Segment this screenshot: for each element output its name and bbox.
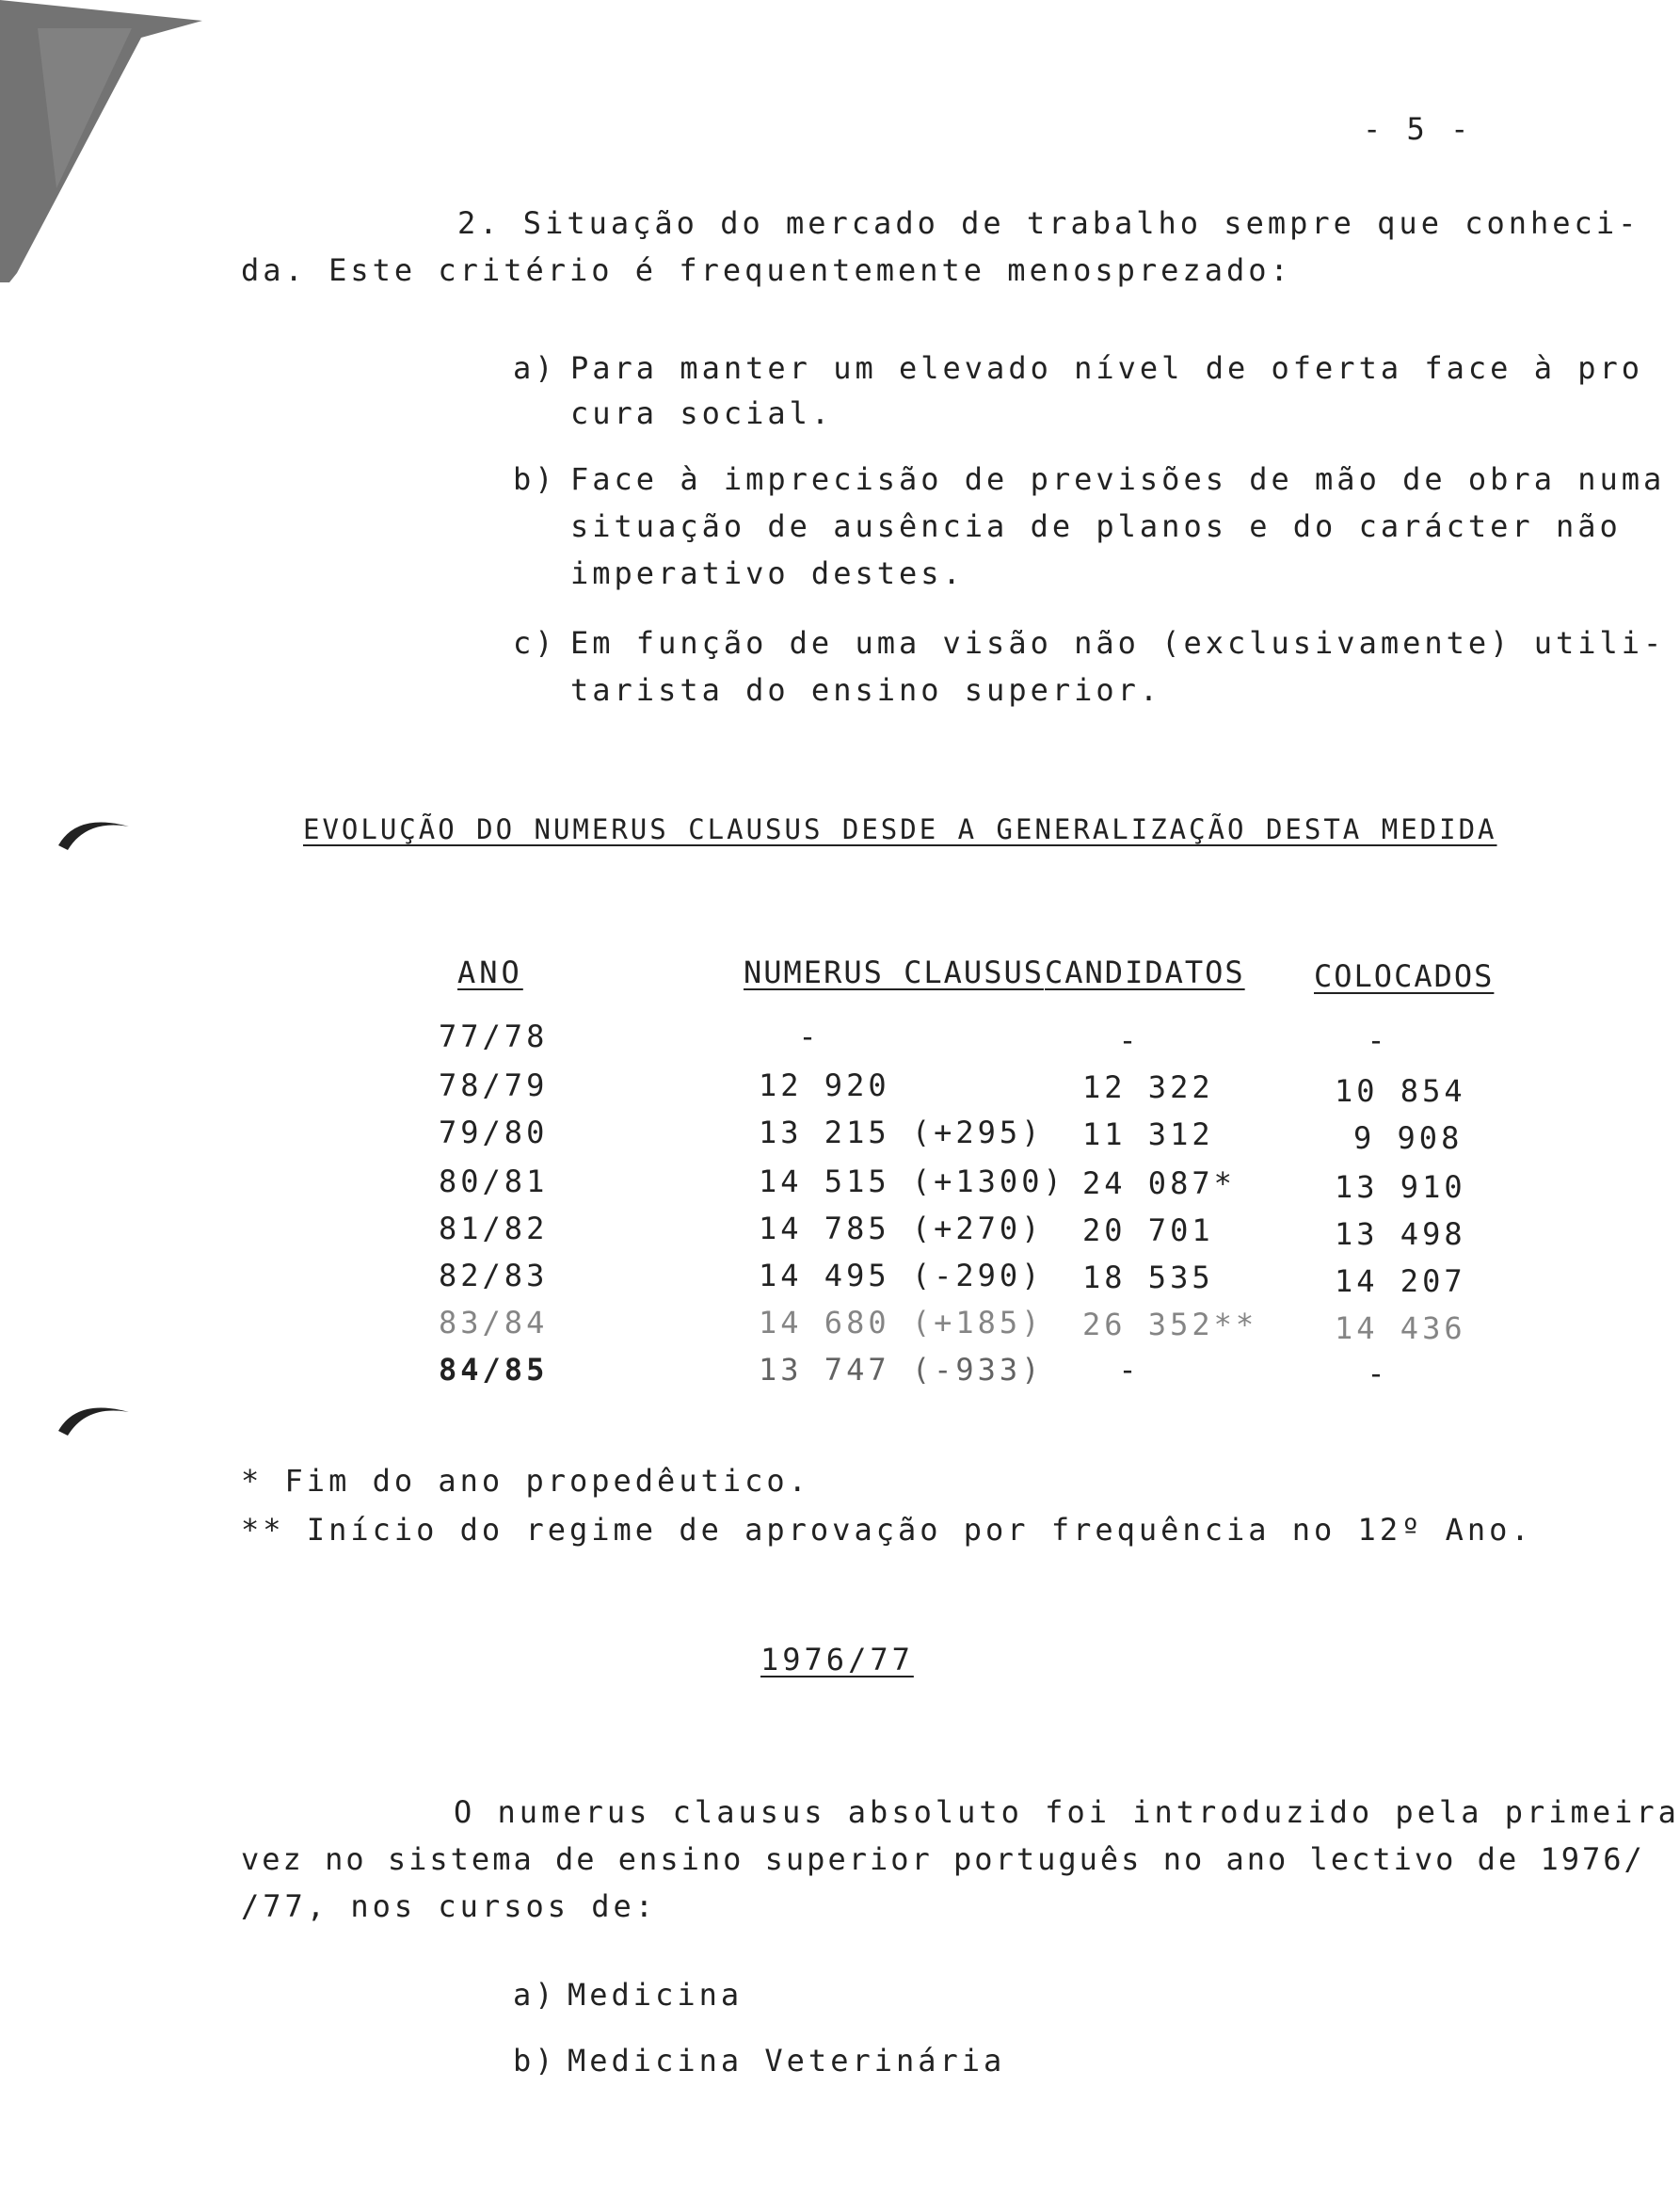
cell-numerus: 13 747 (-933) [759,1352,1044,1388]
cell-ano: 84/85 [439,1352,549,1388]
cell-numerus: 12 920 [759,1067,890,1103]
criterion-c-marker: c) [513,625,557,661]
scan-corner-shadow [0,0,207,282]
cell-ano: 81/82 [439,1211,549,1246]
cell-ano: 83/84 [439,1305,549,1340]
cell-candidatos: 12 322 [1082,1069,1214,1105]
criterion-b-line3: imperativo destes. [570,555,965,591]
cell-colocados: - [1367,1022,1389,1058]
punch-hole-mark-top [49,808,134,855]
cell-colocados: 9 908 [1353,1120,1464,1156]
cell-candidatos: 24 087* [1082,1165,1236,1201]
criterion-a-line2: cura social. [570,395,834,431]
section2-line2: da. Este critério é frequentemente menosprezado: [241,252,1292,288]
cell-candidatos: - [1118,1022,1141,1058]
paragraph-line1: O numerus clausus absoluto foi introduzido pela primeira [454,1794,1680,1830]
course-a-label: Medicina [568,1977,744,2013]
cell-ano: 82/83 [439,1258,549,1293]
cell-colocados: 14 207 [1335,1263,1466,1299]
punch-hole-mark-bottom [49,1393,134,1440]
header-numerus-clausus: NUMERUS CLAUSUS [744,955,1044,990]
cell-candidatos: - [1118,1352,1141,1388]
cell-numerus: 13 215 (+295) [759,1115,1044,1150]
cell-candidatos: 18 535 [1082,1260,1214,1295]
cell-numerus: - [798,1019,821,1054]
criterion-b-line1: Face à imprecisão de previsões de mão de obra numa [570,461,1666,497]
course-a-marker: a) [513,1977,557,2013]
criterion-c-line2: tarista do ensino superior. [570,672,1162,708]
criterion-a-line1: Para manter um elevado nível de oferta face à pro [570,350,1644,386]
cell-ano: 79/80 [439,1115,549,1150]
course-b-marker: b) [513,2043,557,2079]
cell-numerus: 14 785 (+270) [759,1211,1044,1246]
cell-colocados: 10 854 [1335,1073,1466,1109]
page-number: - 5 - [1363,111,1473,147]
cell-numerus: 14 515 (+1300) [759,1164,1065,1199]
cell-colocados: 13 910 [1335,1169,1466,1205]
cell-candidatos: 26 352** [1082,1307,1258,1342]
course-b-label: Medicina Veterinária [568,2043,1006,2079]
header-candidatos: CANDIDATOS [1045,955,1245,990]
footnote-1: * Fim do ano propedêutico. [241,1463,810,1499]
section2-line1: 2. Situação do mercado de trabalho sempre que conheci- [457,205,1640,241]
table-title: EVOLUÇÃO DO NUMERUS CLAUSUS DESDE A GENERALIZAÇÃO DESTA MEDIDA [303,813,1497,845]
cell-candidatos: 11 312 [1082,1116,1214,1152]
cell-ano: 78/79 [439,1067,549,1103]
criterion-a-marker: a) [513,350,557,386]
criterion-b-line2: situação de ausência de planos e do carácter não [570,508,1622,544]
cell-colocados: - [1367,1356,1389,1391]
cell-candidatos: 20 701 [1082,1212,1214,1248]
header-ano: ANO [457,955,523,990]
cell-ano: 77/78 [439,1019,549,1054]
cell-ano: 80/81 [439,1164,549,1199]
paragraph-line2: vez no sistema de ensino superior português no ano lectivo de 1976/ [241,1841,1645,1877]
cell-colocados: 13 498 [1335,1216,1466,1252]
criterion-b-marker: b) [513,461,557,497]
subheading-year: 1976/77 [760,1642,914,1677]
paragraph-line3: /77, nos cursos de: [241,1888,658,1924]
header-colocados: COLOCADOS [1314,958,1495,994]
criterion-c-line1: Em função de uma visão não (exclusivamente) utili- [570,625,1666,661]
footnote-2: ** Início do regime de aprovação por frequência no 12º Ano. [241,1512,1533,1548]
cell-numerus: 14 495 (-290) [759,1258,1044,1293]
cell-numerus: 14 680 (+185) [759,1305,1044,1340]
cell-colocados: 14 436 [1335,1310,1466,1346]
